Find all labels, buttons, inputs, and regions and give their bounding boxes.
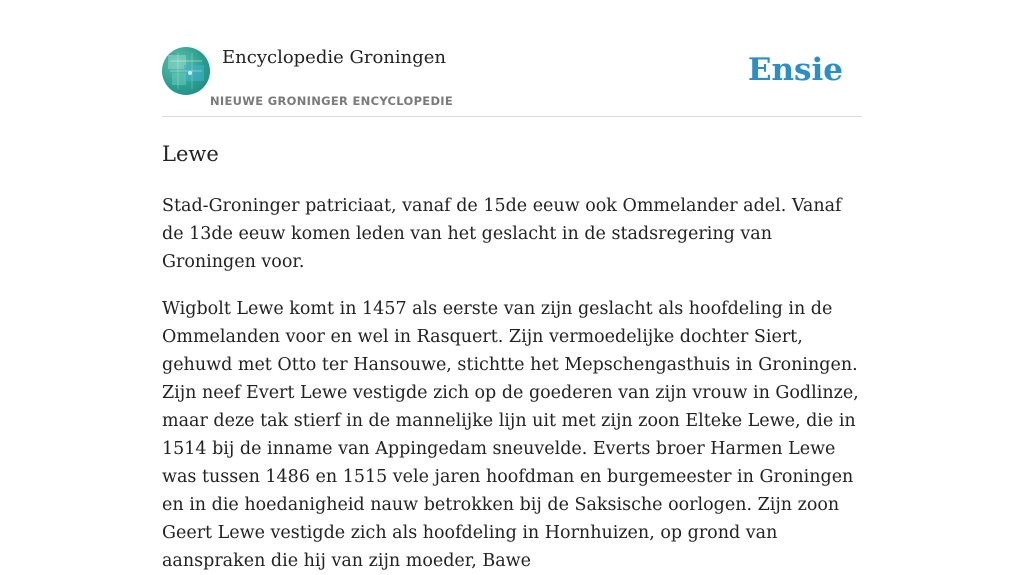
article-paragraph: Wigbolt Lewe komt in 1457 als eerste van zijn geslacht als hoofdeling in de Ommelanden voor en wel in Rasquert. Zijn vermoedelijke dochter Siert, gehuwd met Otto ter Hansouwe, stichtte het Mepschengasthuis in Groningen. Zijn neef Evert Lewe vestigde zich op de goederen van zijn vrouw in Godlinze, maar deze tak stierf in de mannelijke lijn uit met zijn zoon Elteke Lewe, die in 1514 bij de inname van Appingedam sneuvelde. Everts broer Harmen Lewe was tussen 1486 en 1515 vele jaren hoofdman en burgemeester in Groningen en in die hoedanigheid nauw betrokken bij de Saksische oorlogen. Zijn zoon Geert Lewe vestigde zich als hoofdeling in Hornhuizen, op grond van aanspraken die hij van zijn moeder, Bawe <box>162 299 859 571</box>
site-title[interactable]: Encyclopedie Groningen <box>222 47 447 68</box>
page-title: Lewe <box>162 142 219 166</box>
article <box>162 138 862 575</box>
site-subtitle: NIEUWE GRONINGER ENCYCLOPEDIE <box>210 94 454 108</box>
article-paragraph: Stad-Groninger patriciaat, vanaf de 15de eeuw ook Ommelander adel. Vanaf de 13de eeuw komen leden van het geslacht in de stadsregering van Groningen voor. <box>162 196 842 272</box>
encyclopedia-logo[interactable] <box>162 47 210 95</box>
map-logo-icon <box>162 47 210 95</box>
ensie-brand-link[interactable]: Ensie <box>747 52 843 88</box>
site-header <box>162 46 862 117</box>
